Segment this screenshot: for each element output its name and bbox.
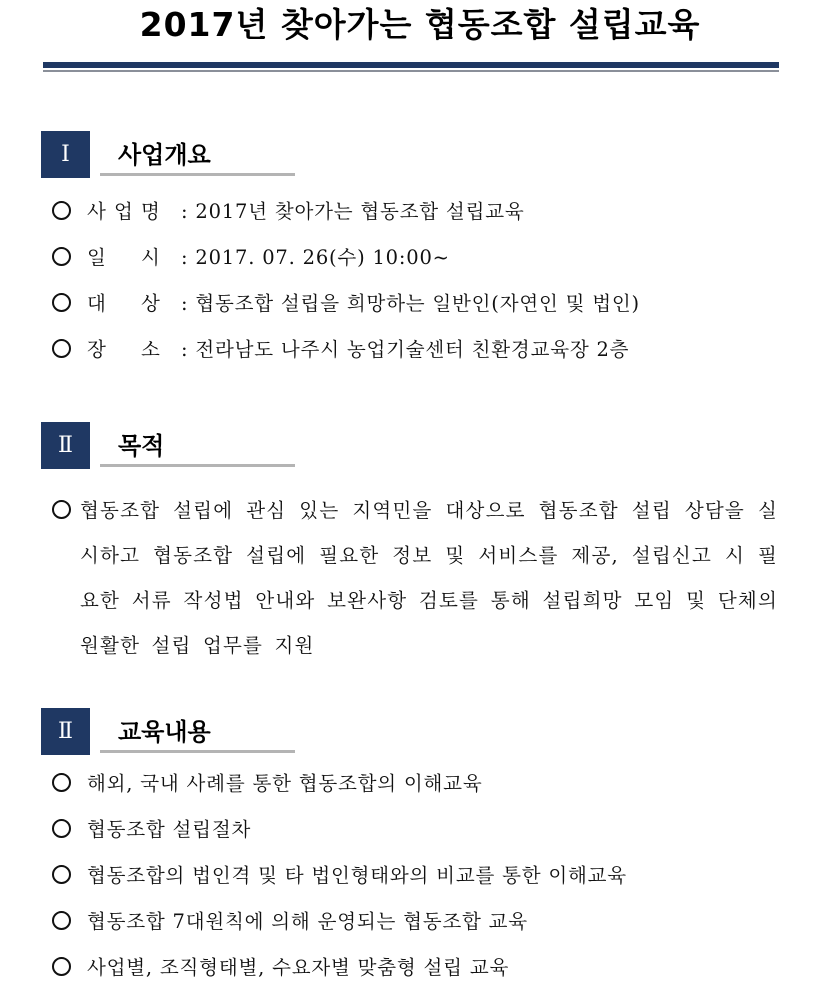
item-label: 대 상 bbox=[87, 292, 160, 315]
title-rule-thick bbox=[43, 62, 779, 68]
section-underline bbox=[100, 464, 295, 467]
item-value: 전라남도 나주시 농업기술센터 친환경교육장 2층 bbox=[195, 338, 630, 361]
overview-item bbox=[52, 289, 640, 319]
section-title: 목적 bbox=[118, 432, 165, 460]
section-underline bbox=[100, 173, 295, 176]
circle-bullet-icon bbox=[52, 201, 71, 220]
section-2-heading bbox=[41, 422, 341, 470]
circle-bullet-icon bbox=[52, 339, 71, 358]
section-underline bbox=[100, 750, 295, 753]
content-item bbox=[52, 861, 627, 891]
item-value: 협동조합 설립을 희망하는 일반인(자연인 및 법인) bbox=[195, 292, 640, 315]
title-rule-thin bbox=[43, 70, 779, 72]
item-text: 협동조합 설립절차 bbox=[87, 818, 252, 841]
item-separator: : bbox=[181, 292, 189, 315]
item-separator: : bbox=[181, 200, 189, 223]
item-label: 장 소 bbox=[87, 338, 160, 361]
purpose-text: 협동조합 설립에 관심 있는 지역민을 대상으로 협동조합 설립 상담을 실시하고 협동조합 설립에 필요한 정보 및 서비스를 제공, 설립신고 시 필요한 서류 작성법 안내와 보완사항 검토를 통해 설립희망 모임 및 단체의 원활한 설립 업무를 지원 bbox=[80, 499, 778, 657]
item-value: 2017년 찾아가는 협동조합 설립교육 bbox=[195, 200, 525, 223]
item-text: 협동조합의 법인격 및 타 법인형태와의 비교를 통한 이해교육 bbox=[87, 864, 627, 887]
item-text: 사업별, 조직형태별, 수요자별 맞춤형 설립 교육 bbox=[87, 956, 510, 979]
document-title: 2017년 찾아가는 협동조합 설립교육 bbox=[139, 5, 701, 44]
item-separator: : bbox=[181, 246, 189, 269]
circle-bullet-icon bbox=[52, 957, 71, 976]
circle-bullet-icon bbox=[52, 911, 71, 930]
section-number-badge: Ⅱ bbox=[41, 708, 90, 755]
item-text: 해외, 국내 사례를 통한 협동조합의 이해교육 bbox=[87, 772, 483, 795]
section-title: 사업개요 bbox=[118, 141, 211, 169]
item-label: 일 시 bbox=[87, 246, 160, 269]
circle-bullet-icon bbox=[52, 819, 71, 838]
section-1-heading bbox=[41, 131, 341, 179]
item-separator: : bbox=[181, 338, 189, 361]
circle-bullet-icon bbox=[52, 865, 71, 884]
circle-bullet-icon bbox=[52, 293, 71, 312]
circle-bullet-icon bbox=[52, 773, 71, 792]
item-label: 사 업 명 bbox=[87, 200, 160, 223]
overview-item bbox=[52, 197, 524, 227]
item-value: 2017. 07. 26(수) 10:00~ bbox=[195, 246, 450, 269]
content-item bbox=[52, 953, 509, 983]
content-item bbox=[52, 907, 528, 937]
item-text: 협동조합 7대원칙에 의해 운영되는 협동조합 교육 bbox=[87, 910, 528, 933]
overview-item bbox=[52, 243, 450, 273]
section-title: 교육내용 bbox=[118, 718, 211, 746]
circle-bullet-icon bbox=[52, 500, 71, 519]
content-item bbox=[52, 815, 251, 845]
section-number-badge: Ⅱ bbox=[41, 422, 90, 469]
section-3-heading bbox=[41, 708, 341, 756]
purpose-paragraph bbox=[52, 488, 778, 668]
section-number-badge: Ⅰ bbox=[41, 131, 90, 178]
overview-item bbox=[52, 335, 629, 365]
circle-bullet-icon bbox=[52, 247, 71, 266]
content-item bbox=[52, 769, 482, 799]
